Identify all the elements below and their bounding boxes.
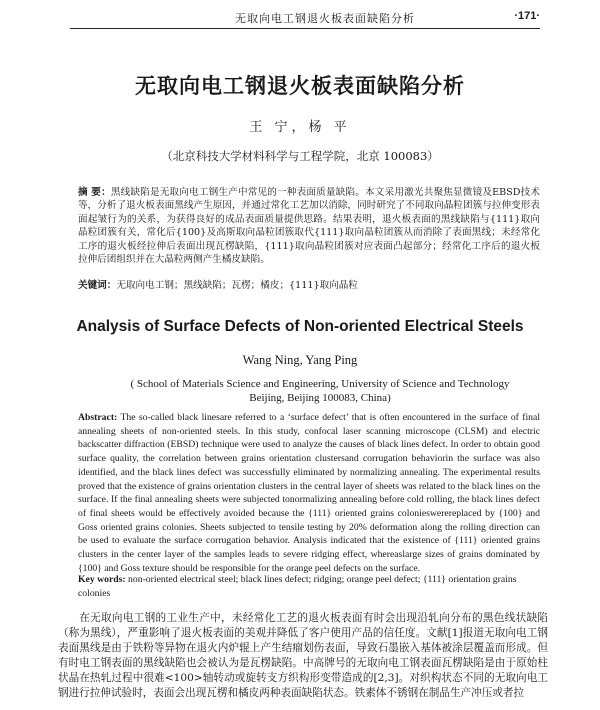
abstract-text-chinese: 黑线缺陷是无取向电工钢生产中常见的一种表面质量缺陷。本文采用激光共聚焦显微镜及EBSD技术等，分析了退火板表面黑线产生原因，并通过常化工艺加以消除，同时研究了不同取向晶粒团簇与拉伸变形表面起皱行为的关系，为获得良好的成品表面质量提供思路。结果表明，退火板表面的黑线缺陷与{111}取向晶粒团簇有关，常化后{100}及高斯取向晶粒团簇取代{111}取向晶粒团簇从而消除了表面黑线；未经常化工序的退火板经拉伸后表面出现瓦楞缺陷，{111}取向晶粒团簇对应表面凸起部分；经常化工序后的退火板拉伸后团组织并在大晶粒两侧产生橘皮缺陷。: [78, 187, 540, 266]
keywords-english: [78, 573, 540, 600]
body-paragraph: 在无取向电工钢的工业生产中，未经常化工艺的退火板表面有时会出现沿轧向分布的黑色线状缺陷（称为黑线），严重影响了退火板表面的美观并降低了客户使用产品的信任度。文献[1]报道无取向电工钢表面黑线是由于铁粉等异物在退火内炉辊上产生结瘤划伤表面，导致石墨嵌入基体被涂层覆盖而形成。但有时电工钢表面的黑线缺陷也会被认为是瓦楞缺陷。中高牌号的无取向电工钢表面瓦楞缺陷是由于原始柱状晶在热轧过程中很难<100>轴转动或旋转支方织构形变带造成的[2,3]。对织构状态不同的无取向电工钢进行拉伸试验时，表面会出现瓦楞和橘皮两种表面缺陷状态。铁素体不锈钢在制品生产冲压或者拉: [58, 612, 548, 699]
abstract-text-english: The so-called black linesare referred to a ‘surface defect’ that is often encountered in the surface of final annealing sheets of non-oriented steels. In this study, confocal laser scanning microscope (CLSM) and electric backscatter diffraction (EBSD) technique were used to analyze the causes of black lines defect. In order to obtain good surface quality, the correlation between grains orientation clustersand corrugation behaviorin the surface was also identified, and the black lines defect was successfully eliminated by normalizing annealing. The experimental results proved that the existence of grains orientation clusters in the central layer of sheets was related to the black lines on the surface. If the final annealing sheets were subjected tonormalizing annealing before cold rolling, the black lines defect of final sheets would be effectively avoided because the {111} oriented grains colonieswerereplaced by {100} and Goss oriented grains colonies. Sheets subjected to tensile testing by 20% deformation along the rolling direction can be used to evaluate the surface corrugation behavior. Analysis indicated that the existence of {111} oriented grains clusters in the center layer of the samples leads to severe ridging effect, whereaslarge sizes of grains dominated by {100} and Goss texture should be responsible for the orange peel defects on the surface.: [78, 412, 541, 574]
keywords-label-english: Key words:: [78, 574, 126, 585]
keywords-label-chinese: 关键词：: [78, 280, 117, 291]
affiliation-chinese: （北京科技大学材料科学与工程学院，北京 100083）: [161, 149, 439, 163]
authors-english: Wang Ning, Yang Ping: [242, 353, 358, 367]
keywords-text-english: non-oriented electrical steel; black lines defect; ridging; orange peel defect; {111} orientation grains colonies: [78, 574, 517, 599]
abstract-label-english: Abstract:: [78, 412, 118, 423]
running-title: 无取向电工钢退火板表面缺陷分析: [235, 12, 415, 25]
title-english: Analysis of Surface Defects of Non-oriented Electrical Steels: [76, 318, 524, 335]
abstract-chinese: [78, 186, 540, 266]
abstract-english: [78, 411, 540, 575]
keywords-text-chinese: 无取向电工钢；黑线缺陷；瓦楞；橘皮；{111}取向晶粒: [116, 280, 358, 291]
page-number: ·171·: [514, 10, 540, 22]
running-header: [70, 6, 540, 29]
authors-chinese: 王 宁，杨 平: [249, 120, 351, 135]
abstract-label-chinese: 摘 要：: [78, 187, 111, 198]
keywords-chinese: [78, 279, 540, 292]
affiliation-english: ( School of Materials Science and Engineering, University of Science and Technology Beijing, Beijing 100083, China): [130, 378, 510, 404]
title-chinese: 无取向电工钢退火板表面缺陷分析: [135, 74, 465, 98]
